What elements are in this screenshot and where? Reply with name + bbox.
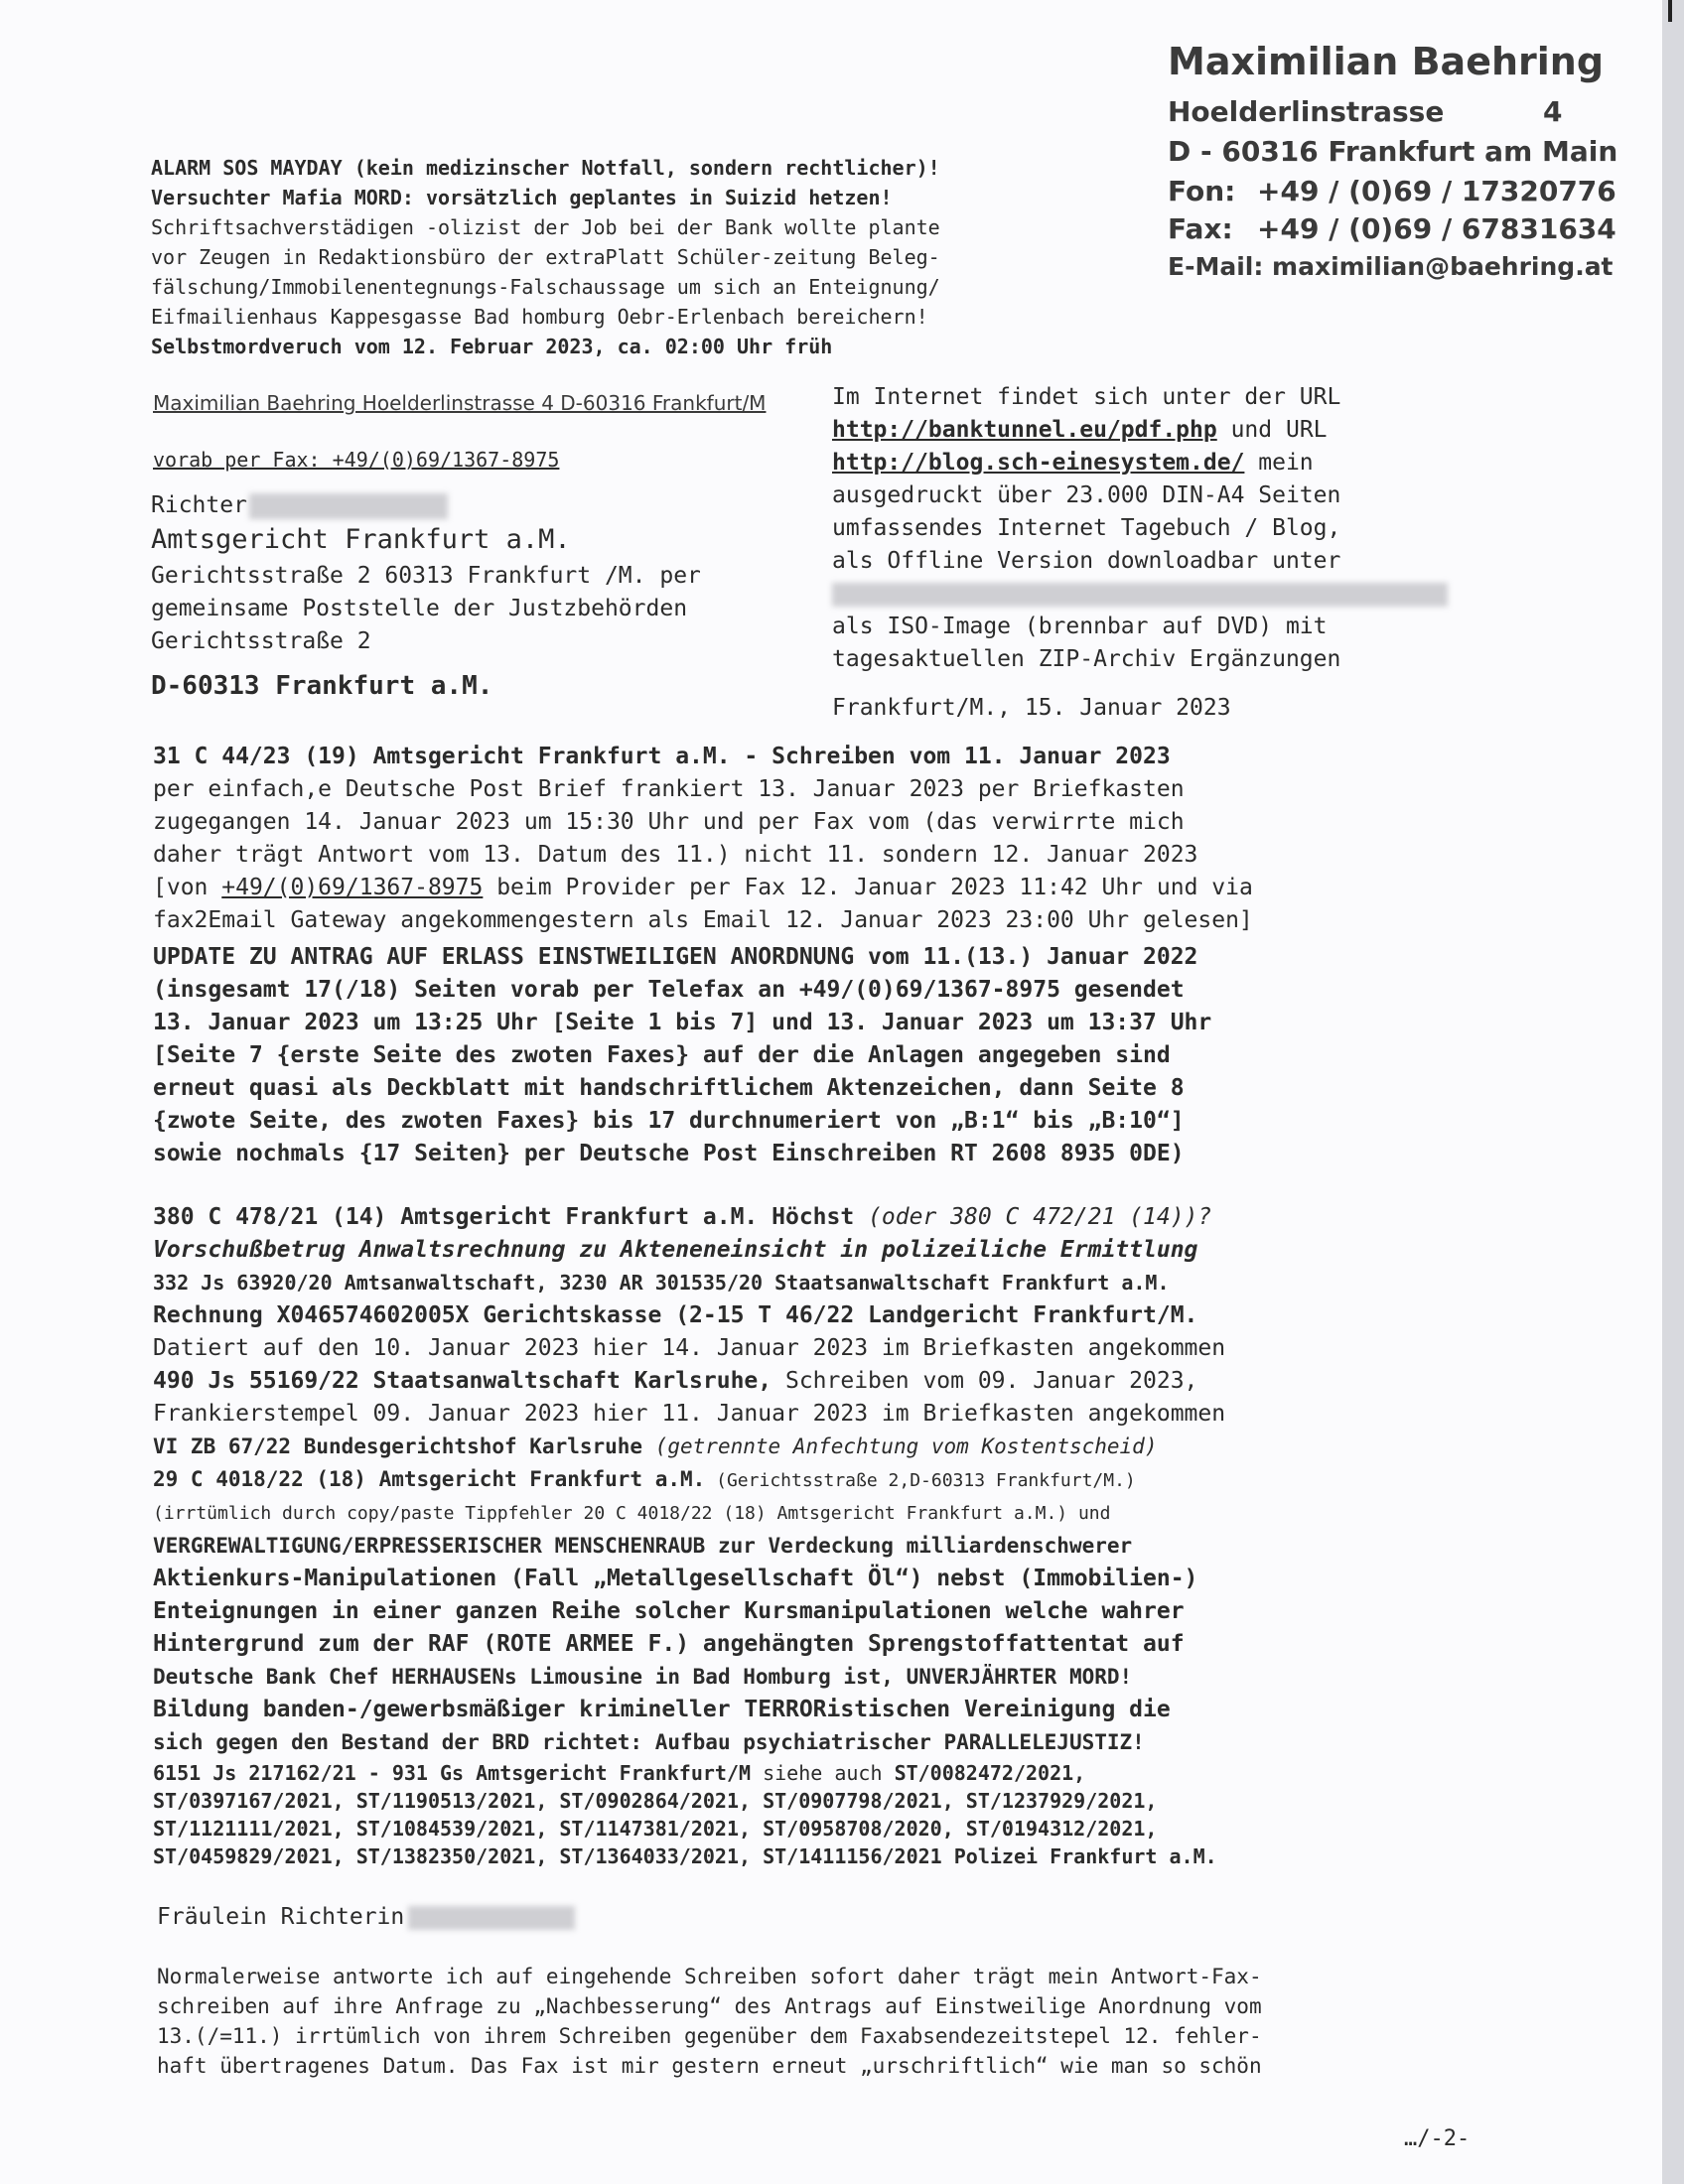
reference-line: 332 Js 63920/20 Amtsanwaltschaft, 3230 AR 301535/20 Staatsanwaltschaft Frankfurt a.M. (153, 1271, 1170, 1295)
letter-body (157, 1962, 1262, 2081)
reference-line: zugegangen 14. Januar 2023 um 15:30 Uhr und per Fax vom (das verwirrte mich (153, 809, 1185, 835)
body-line: Normalerweise antworte ich auf eingehende Schreiben sofort daher trägt mein Antwort-Fax- (157, 1965, 1262, 1988)
update-line: UPDATE ZU ANTRAG AUF ERLASS EINSTWEILIGEN ANORDNUNG vom 11.(13.) Januar 2022 (153, 944, 1198, 970)
reference-line: Frankierstempel 09. Januar 2023 hier 11. Januar 2023 im Briefkasten angekommen (153, 1401, 1226, 1427)
case-reference: 490 Js 55169/22 Staatsanwaltschaft Karlsruhe, (153, 1368, 772, 1394)
reference-line: Rechnung X046574602005X Gerichtskasse (2-15 T 46/22 Landgericht Frankfurt/M. (153, 1302, 1198, 1328)
recipient-court: Amtsgericht Frankfurt a.M. (151, 524, 571, 555)
update-line: sowie nochmals {17 Seiten} per Deutsche Post Einschreiben RT 2608 8935 0DE) (153, 1141, 1185, 1166)
reference-line: ST/1121111/2021, ST/1084539/2021, ST/1147381/2021, ST/0958708/2020, ST/0194312/2021, (153, 1817, 1158, 1841)
reference-text: Schreiben vom 09. Januar 2023, (772, 1368, 1198, 1394)
alarm-line: Selbstmordveruch vom 12. Februar 2023, ca. 02:00 Uhr früh (151, 335, 833, 358)
fax-number-link[interactable]: +49/(0)69/1367-8975 (221, 875, 484, 900)
reference-text: [von (153, 875, 222, 900)
letterhead-phone: +49 / (0)69 / 17320776 (1257, 175, 1616, 207)
redacted-name (408, 1906, 575, 1930)
recipient-address (151, 560, 701, 658)
reference-text: siehe auch (751, 1761, 895, 1785)
update-block (153, 941, 1211, 1170)
reference-text: (getrennte Anfechtung vom Kostentscheid) (654, 1434, 1158, 1458)
update-line: (insgesamt 17(/18) Seiten vorab per Telefax an +49/(0)69/1367-8975 gesendet (153, 977, 1185, 1003)
reference-line: 31 C 44/23 (19) Amtsgericht Frankfurt a.M. - Schreiben vom 11. Januar 2023 (153, 744, 1171, 769)
update-line: {zwote Seite, des zwoten Faxes} bis 17 durchnumeriert von „B:1“ bis „B:10“] (153, 1108, 1185, 1134)
internet-note (832, 381, 1448, 676)
alarm-block (151, 153, 940, 361)
salutation-row (157, 1904, 575, 1930)
internet-note-line: ausgedruckt über 23.000 DIN-A4 Seiten (832, 482, 1341, 508)
page-continuation-marker: …/-2- (1404, 2126, 1471, 2151)
case-reference: 380 C 478/21 (14) Amtsgericht Frankfurt a.M. Höchst (153, 1204, 869, 1230)
reference-line: sich gegen den Bestand der BRD richtet: Aufbau psychiatrischer PARALLELEJUSTIZ! (153, 1730, 1145, 1754)
letterhead-email: E-Mail: maximilian@baehring.at (1168, 252, 1614, 281)
salutation: Fräulein Richterin (157, 1904, 405, 1930)
internet-note-line: als Offline Version downloadbar unter (832, 548, 1341, 574)
reference-line: fax2Email Gateway angekommengestern als Email 12. Januar 2023 23:00 Uhr gelesen] (153, 907, 1253, 933)
case-reference: ST/0082472/2021, (894, 1761, 1086, 1785)
sender-return-line: Maximilian Baehring Hoelderlinstrasse 4 D-60316 Frankfurt/M (153, 391, 767, 415)
reference-line: Bildung banden-/gewerbsmäßiger krimineller TERRORistischen Vereinigung die (153, 1697, 1171, 1722)
alarm-line: Eifmailienhaus Kappesgasse Bad homburg Oebr-Erlenbach bereichern! (151, 305, 928, 329)
update-line: [Seite 7 {erste Seite des zwoten Faxes} auf der die Anlagen angegeben sind (153, 1042, 1171, 1068)
letterhead-street-no: 4 (1543, 95, 1563, 128)
reference-line: ST/0397167/2021, ST/1190513/2021, ST/0902864/2021, ST/0907798/2021, ST/1237929/2021, (153, 1789, 1158, 1813)
update-line: 13. Januar 2023 um 13:25 Uhr [Seite 1 bis 7] und 13. Januar 2023 um 13:37 Uhr (153, 1010, 1212, 1035)
reference-line: (irrtümlich durch copy/paste Tippfehler 20 C 4018/22 (18) Amtsgericht Frankfurt a.M.) und (153, 1503, 1111, 1524)
page-edge (1662, 0, 1684, 2184)
internet-note-line: Im Internet findet sich unter der URL (832, 384, 1341, 410)
reference-line: per einfach,e Deutsche Post Brief frankiert 13. Januar 2023 per Briefkasten (153, 776, 1185, 802)
recipient-title-row (151, 492, 448, 519)
letterhead-phone-label: Fon: (1168, 175, 1236, 207)
reference-line: Hintergrund zum der RAF (ROTE ARMEE F.) angehängten Sprengstoffattentat auf (153, 1631, 1185, 1657)
letterhead-fax: +49 / (0)69 / 67831634 (1257, 212, 1616, 245)
reference-line: Deutsche Bank Chef HERHAUSENs Limousine in Bad Homburg ist, UNVERJÄHRTER MORD! (153, 1665, 1133, 1689)
alarm-line: Schriftsachverstädigen -olizist der Job bei der Bank wollte plante (151, 215, 940, 239)
alarm-line: ALARM SOS MAYDAY (kein medizinscher Notfall, sondern rechtlicher)! (151, 156, 940, 180)
alarm-line: fälschung/Immobilenentegnungs-Falschaussage um sich an Enteignung/ (151, 275, 940, 299)
internet-note-line: als ISO-Image (brennbar auf DVD) mit (832, 614, 1328, 639)
blog-link[interactable]: http://blog.sch-einesystem.de/ (832, 450, 1245, 476)
reference-text: beim Provider per Fax 12. Januar 2023 11:42 Uhr und via (483, 875, 1253, 900)
recipient-address-line: Gerichtsstraße 2 (151, 628, 371, 654)
update-line: erneut quasi als Deckblatt mit handschriftlichem Aktenzeichen, dann Seite 8 (153, 1075, 1185, 1101)
redacted-name (249, 493, 448, 519)
banktunnel-link[interactable]: http://banktunnel.eu/pdf.php (832, 417, 1217, 443)
reference-line: Aktienkurs-Manipulationen (Fall „Metallgesellschaft Öl“) nebst (Immobilien-) (153, 1566, 1198, 1591)
reference-text: (Gerichtsstraße 2,D-60313 Frankfurt/M.) (705, 1470, 1136, 1491)
reference-line: VERGREWALTIGUNG/ERPRESSERISCHER MENSCHENRAUB zur Verdeckung milliardenschwerer (153, 1534, 1133, 1558)
case-reference: 6151 Js 217162/21 - 931 Gs Amtsgericht Frankfurt/M (153, 1761, 752, 1785)
reference-block-2 (153, 1201, 1225, 1870)
letterhead-street: Hoelderlinstrasse (1168, 95, 1445, 128)
reference-line: ST/0459829/2021, ST/1382350/2021, ST/1364033/2021, ST/1411156/2021 Polizei Frankfurt a.M. (153, 1844, 1217, 1868)
internet-note-text: mein (1244, 450, 1314, 476)
reference-line: Vorschußbetrug Anwaltsrechnung zu Akteneneinsicht in polizeiliche Ermittlung (153, 1237, 1198, 1263)
body-line: 13.(/=11.) irrtümlich von ihrem Schreiben gegenüber dem Faxabsendezeitstepel 12. fehler- (157, 2024, 1262, 2048)
alarm-line: Versuchter Mafia MORD: vorsätzlich geplantes in Suizid hetzen! (151, 186, 893, 209)
body-line: schreiben auf ihre Anfrage zu „Nachbesserung“ des Antrags auf Einstweilige Anordnung vom (157, 1994, 1262, 2018)
recipient-title: Richter (151, 492, 247, 518)
internet-note-line: umfassendes Internet Tagebuch / Blog, (832, 515, 1341, 541)
reference-line: Enteignungen in einer ganzen Reihe solcher Kursmanipulationen welche wahrer (153, 1598, 1185, 1624)
case-reference: 29 C 4018/22 (18) Amtsgericht Frankfurt a.M. (153, 1467, 706, 1491)
recipient-city: D-60313 Frankfurt a.M. (151, 671, 493, 701)
date-line: Frankfurt/M., 15. Januar 2023 (832, 695, 1231, 721)
reference-block-1 (153, 741, 1253, 937)
alarm-line: vor Zeugen in Redaktionsbüro der extraPlatt Schüler-zeitung Beleg- (151, 245, 940, 269)
reference-line: daher trägt Antwort vom 13. Datum des 11.) nicht 11. sondern 12. Januar 2023 (153, 842, 1198, 868)
case-reference: VI ZB 67/22 Bundesgerichtshof Karlsruhe (153, 1434, 655, 1458)
recipient-address-line: gemeinsame Poststelle der Justzbehörden (151, 596, 688, 621)
letterhead-name: Maximilian Baehring (1168, 40, 1605, 83)
recipient-address-line: Gerichtsstraße 2 60313 Frankfurt /M. per (151, 563, 701, 589)
redacted-url (832, 583, 1448, 607)
internet-note-text: und URL (1216, 417, 1328, 443)
letterhead-city: D - 60316 Frankfurt am Main (1168, 135, 1618, 168)
body-line: haft übertragenes Datum. Das Fax ist mir gestern erneut „urschriftlich“ wie man so schön (157, 2054, 1262, 2078)
reference-line: Datiert auf den 10. Januar 2023 hier 14. Januar 2023 im Briefkasten angekommen (153, 1335, 1226, 1361)
letterhead-fax-label: Fax: (1168, 212, 1233, 245)
internet-note-line: tagesaktuellen ZIP-Archiv Ergänzungen (832, 646, 1341, 672)
fax-advance-line: vorab per Fax: +49/(0)69/1367-8975 (153, 448, 560, 472)
case-reference-alt: (oder 380 C 472/21 (14))? (868, 1204, 1212, 1230)
